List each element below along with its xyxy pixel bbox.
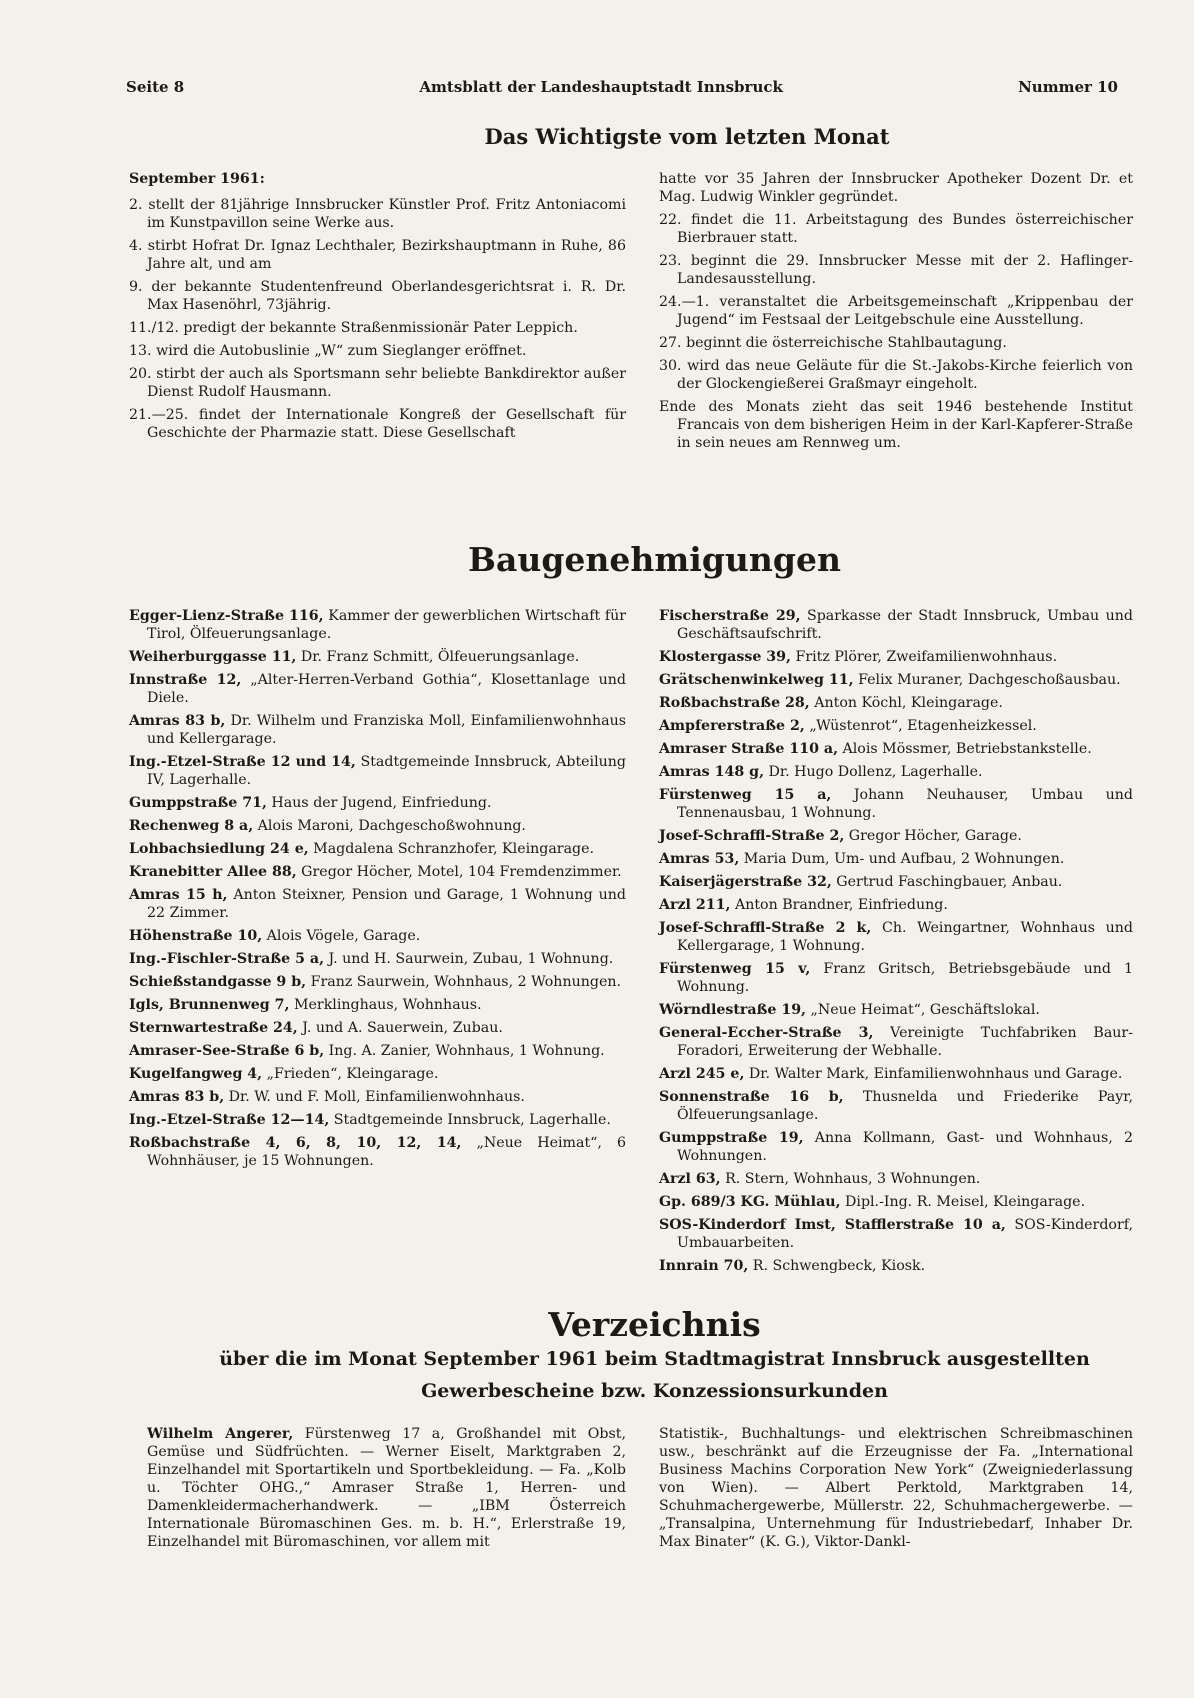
permit-details: Merklinghaus, Wohnhaus. [289, 997, 482, 1013]
permit-details: Dr. Hugo Dollenz, Lagerhalle. [764, 764, 983, 780]
permit-address: Lohbachsiedlung 24 e, [129, 841, 309, 857]
permit-entry [129, 817, 626, 835]
permit-address: Amraser-See-Straße 6 b, [129, 1043, 325, 1059]
news-item: 4. stirbt Hofrat Dr. Ignaz Lechthaler, Bezirkshauptmann in Ruhe, 86 Jahre alt, und am [129, 238, 626, 272]
publication-title: Amtsblatt der Landeshauptstadt Innsbruck [419, 78, 783, 96]
permit-details: Anton Köchl, Kleingarage. [809, 695, 1003, 711]
permit-details: Felix Muraner, Dachgeschoßausbau. [853, 672, 1121, 688]
permit-details: J. und H. Saurwein, Zubau, 1 Wohnung. [324, 951, 614, 967]
permit-address: Rechenweg 8 a, [129, 818, 254, 834]
permit-entry [129, 753, 626, 789]
permit-address: Roßbachstraße 4, 6, 8, 10, 12, 14, [129, 1135, 462, 1151]
permit-address: SOS-Kinderdorf Imst, Stafflerstraße 10 a, [659, 1217, 1006, 1233]
permit-address: Kranebitter Allee 88, [129, 864, 297, 880]
permit-details: Gertrud Faschingbauer, Anbau. [831, 874, 1063, 890]
register-column-right [659, 1425, 1133, 1556]
news-item: 27. beginnt die österreichische Stahlbautagung. [659, 335, 1007, 351]
permit-address: Amras 148 g, [659, 764, 765, 780]
permit-entry [659, 850, 1133, 868]
permit-details: Haus der Jugend, Einfriedung. [266, 795, 492, 811]
permit-entry [129, 712, 626, 748]
permit-address: Grätschenwinkelweg 11, [659, 672, 854, 688]
permit-entry [659, 1193, 1133, 1211]
news-item: 30. wird das neue Geläute für die St.-Jakobs-Kirche feierlich von der Glockengießerei Graßmayr eingeholt. [659, 358, 1133, 392]
register-subtitle-2: Gewerbescheine bzw. Konzessionsurkunden [421, 1380, 888, 1402]
news-item: 13. wird die Autobuslinie „W“ zum Sieglanger eröffnet. [129, 343, 527, 359]
permit-address: Arzl 245 e, [659, 1066, 745, 1082]
permit-address: Roßbachstraße 28, [659, 695, 810, 711]
permit-details: Fritz Plörer, Zweifamilienwohnhaus. [790, 649, 1058, 665]
register-text-continued: Statistik-, Buchhaltungs- und elektrischen Schreibmaschinen usw., beschränkt auf die Erzeugnisse der Fa. „International Business Machins Corporation New York“ (Zweigniederlassung von Wien). — Albert Perktold, Marktgraben 14, Schuhmachergewerbe, Müllerstr. 22, Schuhmachergewerbe. — „Transalpina, Unternehmung für Industriebedarf, Inhaber Dr. Max Binater“ (K. G.), Viktor-Dankl- [659, 1426, 1133, 1550]
page-number: Seite 8 [126, 78, 185, 96]
permit-entry [129, 927, 626, 945]
permit-entry [129, 648, 626, 666]
permit-address: Ing.-Etzel-Straße 12 und 14, [129, 754, 356, 770]
permit-address: Gumppstraße 19, [659, 1130, 804, 1146]
permit-entry [129, 671, 626, 707]
permit-entry [659, 671, 1133, 689]
news-item: 22. findet die 11. Arbeitstagung des Bundes österreichischer Bierbrauer statt. [659, 212, 1133, 246]
news-item: 24.—1. veranstaltet die Arbeitsgemeinschaft „Krippenbau der Jugend“ im Festsaal der Leitgebschule eine Ausstellung. [659, 294, 1133, 328]
permit-entry [659, 1257, 1133, 1275]
permit-details: Thusnelda und Friederike Payr, Ölfeuerungsanlage. [677, 1089, 1133, 1123]
permit-details: Gregor Höcher, Motel, 104 Fremdenzimmer. [296, 864, 622, 880]
permit-details: „Alter-Herren-Verband Gothia“, Klosettanlage und Diele. [147, 672, 627, 706]
permit-details: Vereinigte Tuchfabriken Baur-Foradori, Erweiterung der Webhalle. [677, 1025, 1133, 1059]
permit-details: R. Schwengbeck, Kiosk. [748, 1258, 926, 1274]
permit-entry [659, 873, 1133, 891]
section-title-permits: Baugenehmigungen [468, 540, 841, 579]
news-item: Ende des Monats zieht das seit 1946 bestehende Institut Francais von dem bisherigen Heim in der Karl-Kapferer-Straße in sein neues am Rennweg um. [659, 399, 1133, 451]
permit-address: Fürstenweg 15 a, [659, 787, 832, 803]
permit-address: Weiherburggasse 11, [129, 649, 297, 665]
permit-address: Innstraße 12, [129, 672, 242, 688]
permit-details: SOS-Kinderdorf, Umbauarbeiten. [677, 1217, 1134, 1251]
permit-entry [129, 1134, 626, 1170]
permit-details: Ing. A. Zanier, Wohnhaus, 1 Wohnung. [324, 1043, 605, 1059]
permit-details: Anton Brandner, Einfriedung. [730, 897, 948, 913]
register-column-left [147, 1425, 626, 1556]
permit-entry [659, 1216, 1133, 1252]
permit-details: Anton Steixner, Pension und Garage, 1 Wohnung und 22 Zimmer. [147, 887, 626, 921]
permit-entry [129, 794, 626, 812]
permit-entry [129, 607, 626, 643]
permit-details: Alois Maroni, Dachgeschoßwohnung. [253, 818, 526, 834]
permit-entry [659, 1001, 1133, 1019]
permit-address: Ampfererstraße 2, [659, 718, 805, 734]
permit-details: Franz Saurwein, Wohnhaus, 2 Wohnungen. [306, 974, 621, 990]
permit-entry [129, 1019, 626, 1037]
permit-address: Amraser Straße 110 a, [659, 741, 839, 757]
permit-details: „Neue Heimat“, 6 Wohnhäuser, je 15 Wohnungen. [147, 1135, 626, 1169]
permit-details: Johann Neuhauser, Umbau und Tennenausbau, 1 Wohnung. [677, 787, 1133, 821]
permit-details: Stadtgemeinde Innsbruck, Lagerhalle. [329, 1112, 611, 1128]
permit-address: Sternwartestraße 24, [129, 1020, 298, 1036]
register-lead-name: Wilhelm Angerer, [147, 1426, 294, 1442]
permit-address: Wörndlestraße 19, [659, 1002, 807, 1018]
permit-address: Kaiserjägerstraße 32, [659, 874, 832, 890]
news-column-left [129, 170, 626, 447]
news-item: 2. stellt der 81jährige Innsbrucker Künstler Prof. Fritz Antoniacomi im Kunstpavillon seine Werke aus. [129, 197, 626, 231]
permit-address: Innrain 70, [659, 1258, 749, 1274]
permit-details: Maria Dum, Um- und Aufbau, 2 Wohnungen. [739, 851, 1065, 867]
permit-entry [659, 607, 1133, 643]
permit-entry [659, 919, 1133, 955]
permit-entry [129, 840, 626, 858]
month-heading: September 1961: [129, 171, 265, 187]
permit-entry [659, 740, 1133, 758]
news-item: hatte vor 35 Jahren der Innsbrucker Apotheker Dozent Dr. et Mag. Ludwig Winkler gegründet. [659, 171, 1133, 205]
permit-address: Fischerstraße 29, [659, 608, 801, 624]
permit-entry [659, 960, 1133, 996]
register-subtitle: über die im Monat September 1961 beim Stadtmagistrat Innsbruck ausgestellten [219, 1348, 1090, 1370]
permit-entry [129, 996, 626, 1014]
permit-address: Amras 15 h, [129, 887, 228, 903]
permit-details: Ch. Weingartner, Wohnhaus und Kellergarage, 1 Wohnung. [677, 920, 1133, 954]
register-text [147, 1425, 626, 1551]
permit-address: Igls, Brunnenweg 7, [129, 997, 290, 1013]
permit-entry [659, 1170, 1133, 1188]
permit-details: Franz Gritsch, Betriebsgebäude und 1 Wohnung. [677, 961, 1134, 995]
permit-details: Dr. W. und F. Moll, Einfamilienwohnhaus. [224, 1089, 525, 1105]
permit-entry [659, 763, 1133, 781]
permit-entry [129, 886, 626, 922]
permit-entry [659, 1129, 1133, 1165]
permit-address: Amras 83 b, [129, 1089, 225, 1105]
permit-entry [659, 1065, 1133, 1083]
permit-address: Schießstandgasse 9 b, [129, 974, 307, 990]
news-column-right [659, 170, 1133, 457]
permit-entry [129, 973, 626, 991]
section-title-register: Verzeichnis [548, 1305, 761, 1344]
register-body: Fürstenweg 17 a, Großhandel mit Obst, Gemüse und Südfrüchten. — Werner Eiselt, Marktgraben 2, Einzelhandel mit Sportartikeln und Sportbekleidung. — Fa. „Kolb u. Töchter OHG.,“ Amraser Straße 1, Herren- und Damenkleidermacherhandwerk. — „IBM Österreich Internationale Büromaschinen Ges. m. b. H.“, Erlerstraße 19, Einzelhandel mit Büromaschinen, vor allem mit [147, 1426, 627, 1550]
permit-address: General-Eccher-Straße 3, [659, 1025, 874, 1041]
page-header [126, 78, 1118, 96]
permit-entry [129, 1065, 626, 1083]
news-item: 9. der bekannte Studentenfreund Oberlandesgerichtsrat i. R. Dr. Max Hasenöhrl, 73jährig. [129, 279, 626, 313]
news-item: 23. beginnt die 29. Innsbrucker Messe mit der 2. Haflinger-Landesausstellung. [659, 253, 1133, 287]
permit-details: R. Stern, Wohnhaus, 3 Wohnungen. [720, 1171, 981, 1187]
permit-address: Amras 53, [659, 851, 740, 867]
permit-entry [129, 863, 626, 881]
permit-details: Alois Mössmer, Betriebstankstelle. [838, 741, 1092, 757]
permit-entry [659, 1024, 1133, 1060]
permit-details: „Frieden“, Kleingarage. [262, 1066, 439, 1082]
permits-column-left [129, 607, 626, 1175]
permit-address: Gp. 689/3 KG. Mühlau, [659, 1194, 841, 1210]
permit-address: Kugelfangweg 4, [129, 1066, 263, 1082]
permit-details: Dr. Walter Mark, Einfamilienwohnhaus und Garage. [744, 1066, 1123, 1082]
permit-address: Höhenstraße 10, [129, 928, 263, 944]
permit-address: Amras 83 b, [129, 713, 226, 729]
news-item: 11./12. predigt der bekannte Straßenmissionär Pater Leppich. [129, 320, 578, 336]
permit-details: Alois Vögele, Garage. [262, 928, 421, 944]
permit-details: Dr. Franz Schmitt, Ölfeuerungsanlage. [296, 649, 580, 665]
permit-details: Gregor Höcher, Garage. [844, 828, 1022, 844]
permit-entry [659, 694, 1133, 712]
permit-address: Egger-Lienz-Straße 116, [129, 608, 324, 624]
permit-entry [659, 648, 1133, 666]
permits-column-right [659, 607, 1133, 1280]
permit-entry [659, 827, 1133, 845]
permit-address: Arzl 63, [659, 1171, 721, 1187]
permit-details: Dr. Wilhelm und Franziska Moll, Einfamilienwohnhaus und Kellergarage. [147, 713, 626, 747]
permit-address: Arzl 211, [659, 897, 731, 913]
permit-address: Sonnenstraße 16 b, [659, 1089, 844, 1105]
permit-details: J. und A. Sauerwein, Zubau. [297, 1020, 503, 1036]
permit-entry [129, 1042, 626, 1060]
permit-details: „Neue Heimat“, Geschäftslokal. [806, 1002, 1040, 1018]
permit-entry [659, 1088, 1133, 1124]
permit-details: Kammer der gewerblichen Wirtschaft für Tirol, Ölfeuerungsanlage. [147, 608, 627, 642]
permit-details: „Wüstenrot“, Etagenheizkessel. [804, 718, 1037, 734]
permit-entry [659, 717, 1133, 735]
issue-number: Nummer 10 [1018, 78, 1118, 96]
news-item: 20. stirbt der auch als Sportsmann sehr beliebte Bankdirektor außer Dienst Rudolf Hausmann. [129, 366, 626, 400]
permit-address: Josef-Schraffl-Straße 2, [659, 828, 845, 844]
permit-address: Ing.-Etzel-Straße 12—14, [129, 1112, 330, 1128]
permit-entry [129, 950, 626, 968]
permit-details: Magdalena Schranzhofer, Kleingarage. [308, 841, 595, 857]
section-title-news: Das Wichtigste vom letzten Monat [484, 124, 890, 149]
permit-details: Sparkasse der Stadt Innsbruck, Umbau und Geschäftsaufschrift. [677, 608, 1133, 642]
permit-entry [659, 786, 1133, 822]
permit-address: Josef-Schraffl-Straße 2 k, [659, 920, 872, 936]
permit-address: Ing.-Fischler-Straße 5 a, [129, 951, 325, 967]
permit-address: Fürstenweg 15 v, [659, 961, 811, 977]
permit-details: Dipl.-Ing. R. Meisel, Kleingarage. [840, 1194, 1086, 1210]
permit-address: Gumppstraße 71, [129, 795, 267, 811]
permit-details: Anna Kollmann, Gast- und Wohnhaus, 2 Wohnungen. [677, 1130, 1133, 1164]
permit-address: Klostergasse 39, [659, 649, 791, 665]
permit-details: Stadtgemeinde Innsbruck, Abteilung IV, Lagerhalle. [147, 754, 626, 788]
news-item: 21.—25. findet der Internationale Kongreß der Gesellschaft für Geschichte der Pharmazie statt. Diese Gesellschaft [129, 407, 626, 441]
permit-entry [659, 896, 1133, 914]
permit-entry [129, 1088, 626, 1106]
permit-entry [129, 1111, 626, 1129]
